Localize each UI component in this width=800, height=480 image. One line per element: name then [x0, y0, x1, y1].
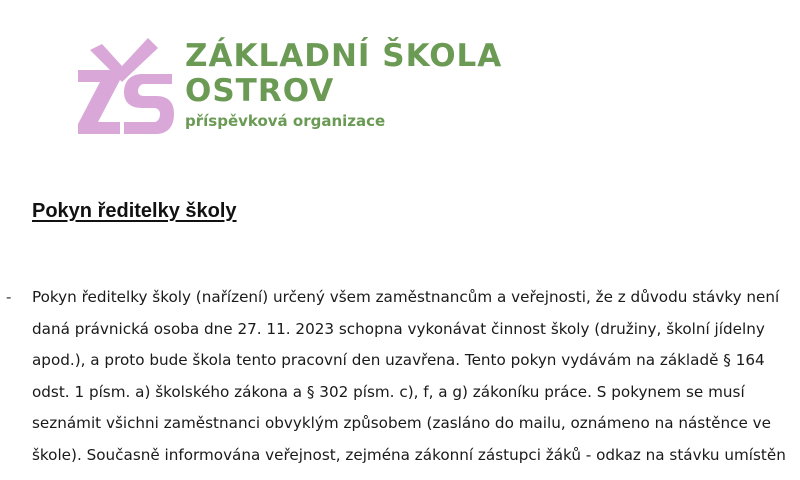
document-title: Pokyn ředitelky školy: [32, 200, 237, 222]
school-name-line1: ZÁKLADNÍ ŠKOLA: [185, 38, 503, 74]
body-line: škole). Současně informována veřejnost, zejména zákonní zástupci žáků - odkaz na stávku umístěn: [32, 445, 786, 464]
school-logo-icon: [76, 36, 176, 136]
document-body: [32, 282, 800, 471]
body-line: seznámit všichni zaměstnanci obvyklým způsobem (zasláno do mailu, oznámeno na nástěnce ve: [32, 414, 771, 432]
school-brand: [185, 38, 502, 132]
body-line: daná právnická osoba dne 27. 11. 2023 schopna vykonávat činnost školy (družiny, školní jídelny: [32, 319, 765, 338]
body-line: apod.), a proto bude škola tento pracovní den uzavřena. Tento pokyn vydávám na základě § 164: [32, 351, 765, 369]
body-line: Pokyn ředitelky školy (nařízení) určený všem zaměstnancům a veřejnosti, že z důvodu stávky není: [32, 288, 780, 306]
school-name-line2: OSTROV: [185, 73, 335, 109]
bullet-dash: -: [6, 288, 12, 306]
body-line: odst. 1 písm. a) školského zákona a § 302 písm. c), f, a g) zákoníku práce. S pokynem se musí: [32, 382, 745, 401]
school-subtitle: příspěvková organizace: [185, 112, 386, 130]
